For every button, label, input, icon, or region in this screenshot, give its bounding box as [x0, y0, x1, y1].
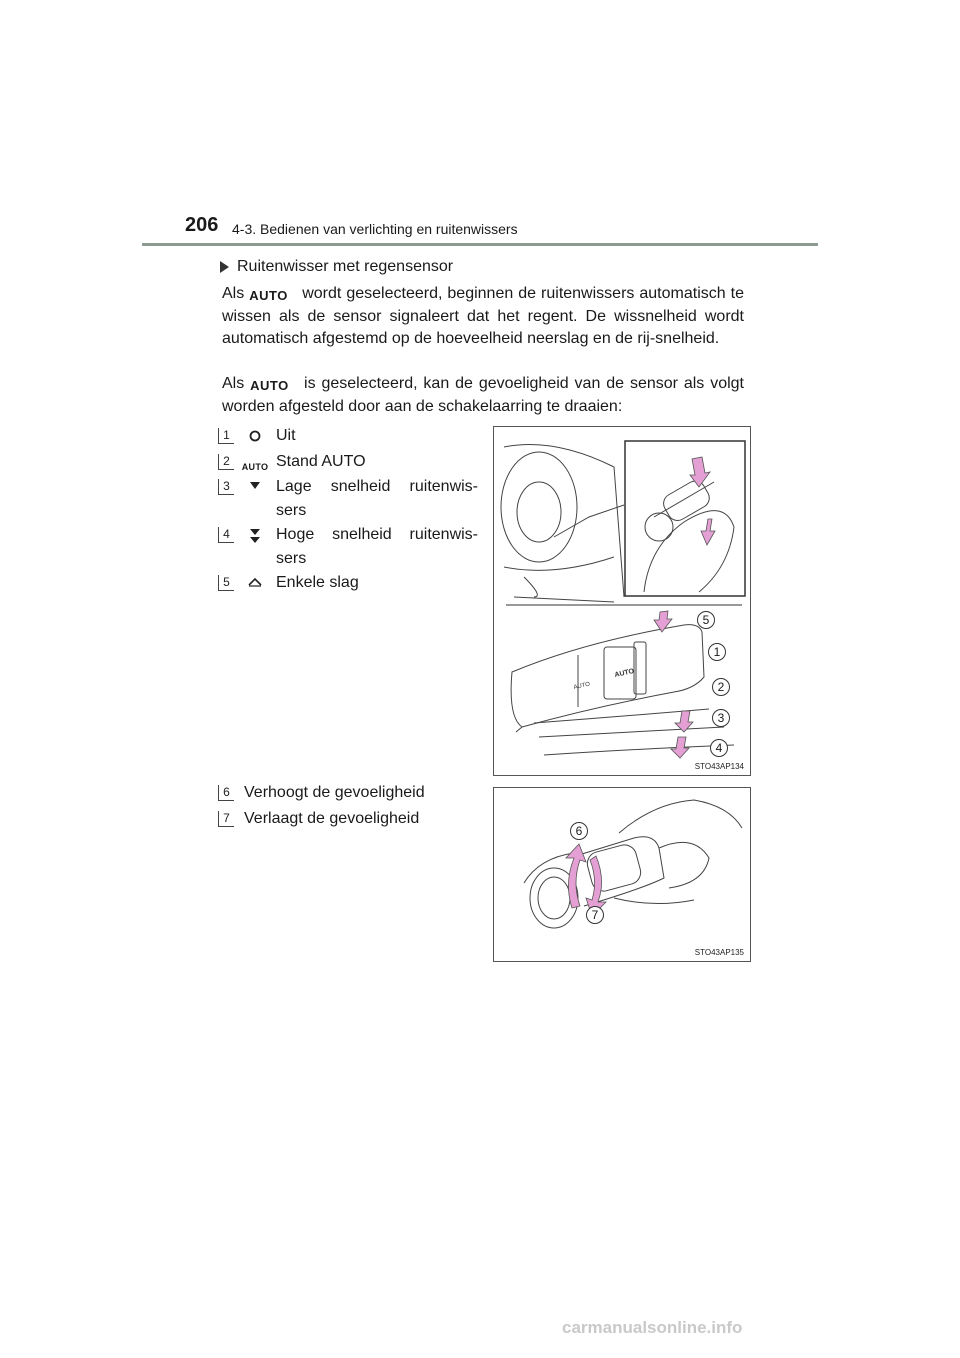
triangle-bullet-icon [220, 261, 229, 273]
item-text: Verlaagt de gevoeligheid [244, 810, 420, 827]
off-circle-icon [234, 424, 276, 448]
auto-symbol-icon [249, 285, 297, 301]
item-number: 3 [218, 479, 234, 495]
paragraph-sensitivity [222, 373, 744, 418]
item-number: 6 [218, 785, 234, 801]
subheading-text: Ruitenwisser met regensensor [237, 258, 454, 275]
callout-number: 6 [570, 822, 588, 840]
para2-before: Als [222, 375, 245, 392]
auto-symbol-text: AUTO [250, 378, 289, 393]
item-text: Hoge snelheid ruitenwis-sers [276, 526, 478, 567]
auto-symbol-text: AUTO [249, 288, 288, 303]
item-number: 5 [218, 575, 234, 591]
single-triangle-down-icon [234, 475, 276, 523]
header-rule [142, 243, 818, 246]
item-text: Stand AUTO [276, 453, 366, 470]
section-title: 4-3. Bedienen van verlichting en ruitenwissers [232, 221, 518, 237]
para1-after: wordt geselecteerd, beginnen de ruitenwissers automatisch te wissen als de sensor signaleert dat het regent. De wissnelheid wordt automatisch afgestemd op de hoeveelheid neerslag en de rij-snelheid. [222, 285, 744, 347]
callout-number: 3 [712, 709, 730, 727]
callout-number: 2 [712, 678, 730, 696]
list-item [218, 424, 478, 448]
para2-after: is geselecteerd, kan de gevoeligheid van de sensor als volgt worden afgesteld door aan de schakelaarring te draaien: [222, 375, 744, 415]
item-text: Enkele slag [276, 574, 359, 591]
figure-code: STO43AP135 [694, 948, 744, 957]
auto-symbol-icon [250, 375, 298, 391]
page-number: 206 [185, 214, 219, 236]
chevron-up-icon [234, 571, 276, 595]
callout-number: 7 [586, 906, 604, 924]
figure-code: STO43AP134 [694, 762, 744, 771]
list-item [218, 807, 478, 831]
subheading [220, 258, 453, 276]
item-number: 2 [218, 454, 234, 470]
double-triangle-down-icon [234, 523, 276, 571]
callout-number: 5 [697, 611, 715, 629]
lever-auto-label: AUTO [573, 681, 591, 691]
item-text: Verhoogt de gevoeligheid [244, 784, 425, 801]
list-item [218, 523, 478, 571]
sensitivity-ring-illustration [493, 787, 751, 962]
para1-before: Als [222, 285, 245, 302]
item-number: 7 [218, 811, 234, 827]
item-number: 4 [218, 527, 234, 543]
watermark: carmanualsonline.info [562, 1318, 743, 1337]
paragraph-auto-intro [222, 283, 744, 351]
list-item [218, 781, 478, 805]
item-text: Uit [276, 427, 296, 444]
lever-auto-label: AUTO [613, 668, 635, 679]
auto-icon-text: AUTO [241, 462, 269, 472]
wiper-lever-illustration [493, 426, 751, 776]
list-item [218, 475, 478, 523]
callout-number: 1 [708, 643, 726, 661]
list-item [218, 571, 478, 595]
item-text: Lage snelheid ruitenwis-sers [276, 478, 478, 519]
item-number: 1 [218, 428, 234, 444]
callout-number: 4 [710, 739, 728, 757]
